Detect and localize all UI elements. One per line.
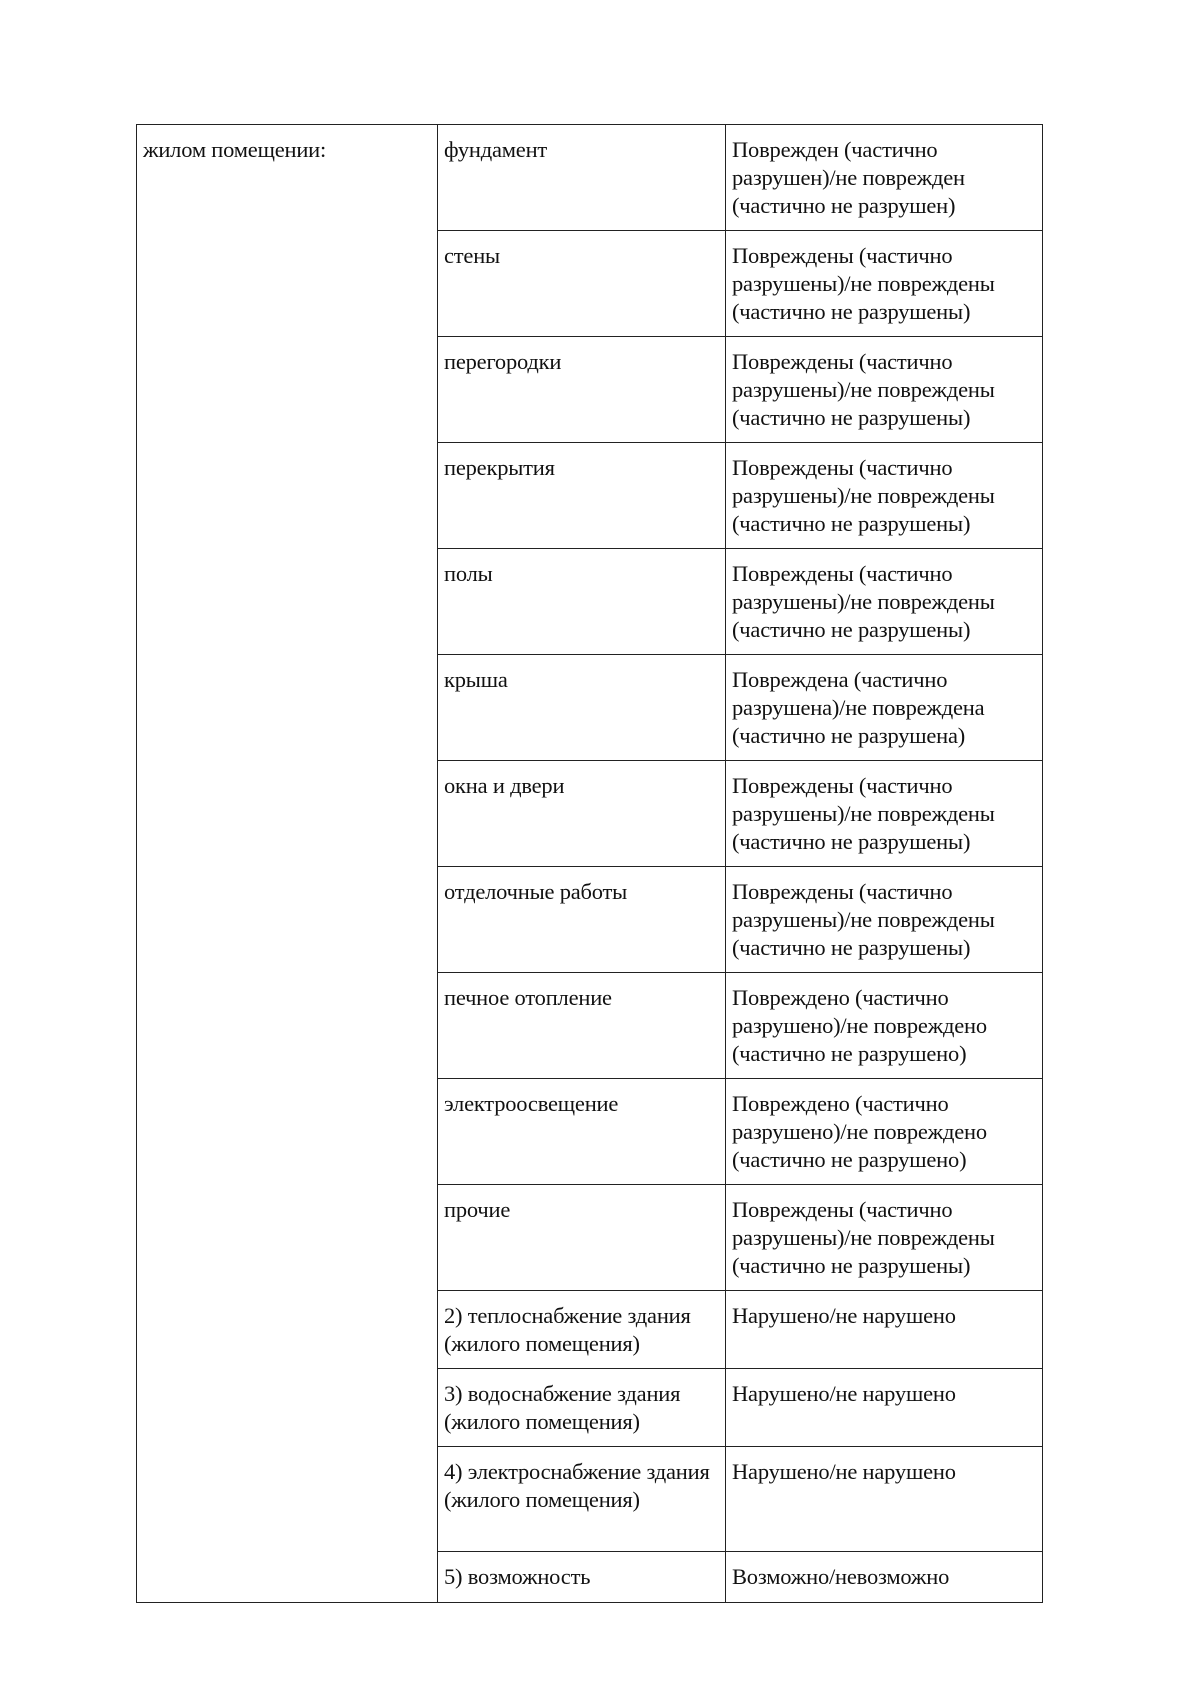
table-cell-category (137, 125, 438, 1603)
status-text: Возможно/невозможно (732, 1564, 950, 1589)
table-cell-status (726, 761, 1043, 867)
status-text: Повреждены (частично разрушены)/не повреждены (частично не разрушены) (732, 773, 995, 854)
element-label: фундамент (444, 137, 548, 162)
element-label: полы (444, 561, 493, 586)
table-cell-status (726, 337, 1043, 443)
status-text: Нарушено/не нарушено (732, 1459, 956, 1484)
status-text: Повреждены (частично разрушены)/не повреждены (частично не разрушены) (732, 1197, 995, 1278)
element-label: стены (444, 243, 500, 268)
status-text: Повреждено (частично разрушено)/не повреждено (частично не разрушено) (732, 985, 987, 1066)
status-text: Повреждены (частично разрушены)/не повреждены (частично не разрушены) (732, 349, 995, 430)
element-label: отделочные работы (444, 879, 628, 904)
element-label: 5) возможность (444, 1564, 591, 1589)
status-text: Повреждены (частично разрушены)/не повреждены (частично не разрушены) (732, 455, 995, 536)
status-text: Нарушено/не нарушено (732, 1303, 956, 1328)
table-cell-status (726, 1447, 1043, 1552)
table-cell-element (438, 443, 726, 549)
element-label: электроосвещение (444, 1091, 619, 1116)
table-cell-element (438, 1552, 726, 1603)
status-text: Повреждена (частично разрушена)/не повреждена (частично не разрушена) (732, 667, 985, 748)
table-cell-status (726, 231, 1043, 337)
table-cell-element (438, 973, 726, 1079)
table-cell-element (438, 549, 726, 655)
category-label: жилом помещении: (143, 137, 327, 162)
status-text: Поврежден (частично разрушен)/не поврежден (частично не разрушен) (732, 137, 965, 218)
element-label: 3) водоснабжение здания (жилого помещения) (444, 1381, 681, 1434)
status-text: Повреждено (частично разрушено)/не повреждено (частично не разрушено) (732, 1091, 987, 1172)
table-cell-element (438, 867, 726, 973)
table-cell-element (438, 655, 726, 761)
table-cell-status (726, 549, 1043, 655)
element-label: окна и двери (444, 773, 565, 798)
table-cell-status (726, 1552, 1043, 1603)
element-label: 2) теплоснабжение здания (жилого помещения) (444, 1303, 691, 1356)
element-label: прочие (444, 1197, 511, 1222)
element-label: перекрытия (444, 455, 555, 480)
damage-assessment-table (136, 124, 1043, 1603)
table-cell-element (438, 1369, 726, 1447)
status-text: Нарушено/не нарушено (732, 1381, 956, 1406)
table-cell-status (726, 443, 1043, 549)
element-label: 4) электроснабжение здания (жилого помещения) (444, 1459, 710, 1512)
status-text: Повреждены (частично разрушены)/не повреждены (частично не разрушены) (732, 243, 995, 324)
table-cell-element (438, 1079, 726, 1185)
table-cell-element (438, 125, 726, 231)
table-cell-element (438, 1291, 726, 1369)
table-cell-status (726, 125, 1043, 231)
table-row (137, 125, 1043, 231)
table-cell-element (438, 337, 726, 443)
table-cell-status (726, 1369, 1043, 1447)
table-cell-status (726, 973, 1043, 1079)
table-cell-status (726, 1079, 1043, 1185)
table-cell-status (726, 1185, 1043, 1291)
table-cell-element (438, 1185, 726, 1291)
table-cell-element (438, 761, 726, 867)
status-text: Повреждены (частично разрушены)/не повреждены (частично не разрушены) (732, 561, 995, 642)
table-cell-status (726, 867, 1043, 973)
table-cell-element (438, 1447, 726, 1552)
element-label: перегородки (444, 349, 562, 374)
table-cell-element (438, 231, 726, 337)
element-label: крыша (444, 667, 508, 692)
table-cell-status (726, 655, 1043, 761)
table-cell-status (726, 1291, 1043, 1369)
status-text: Повреждены (частично разрушены)/не повреждены (частично не разрушены) (732, 879, 995, 960)
element-label: печное отопление (444, 985, 612, 1010)
